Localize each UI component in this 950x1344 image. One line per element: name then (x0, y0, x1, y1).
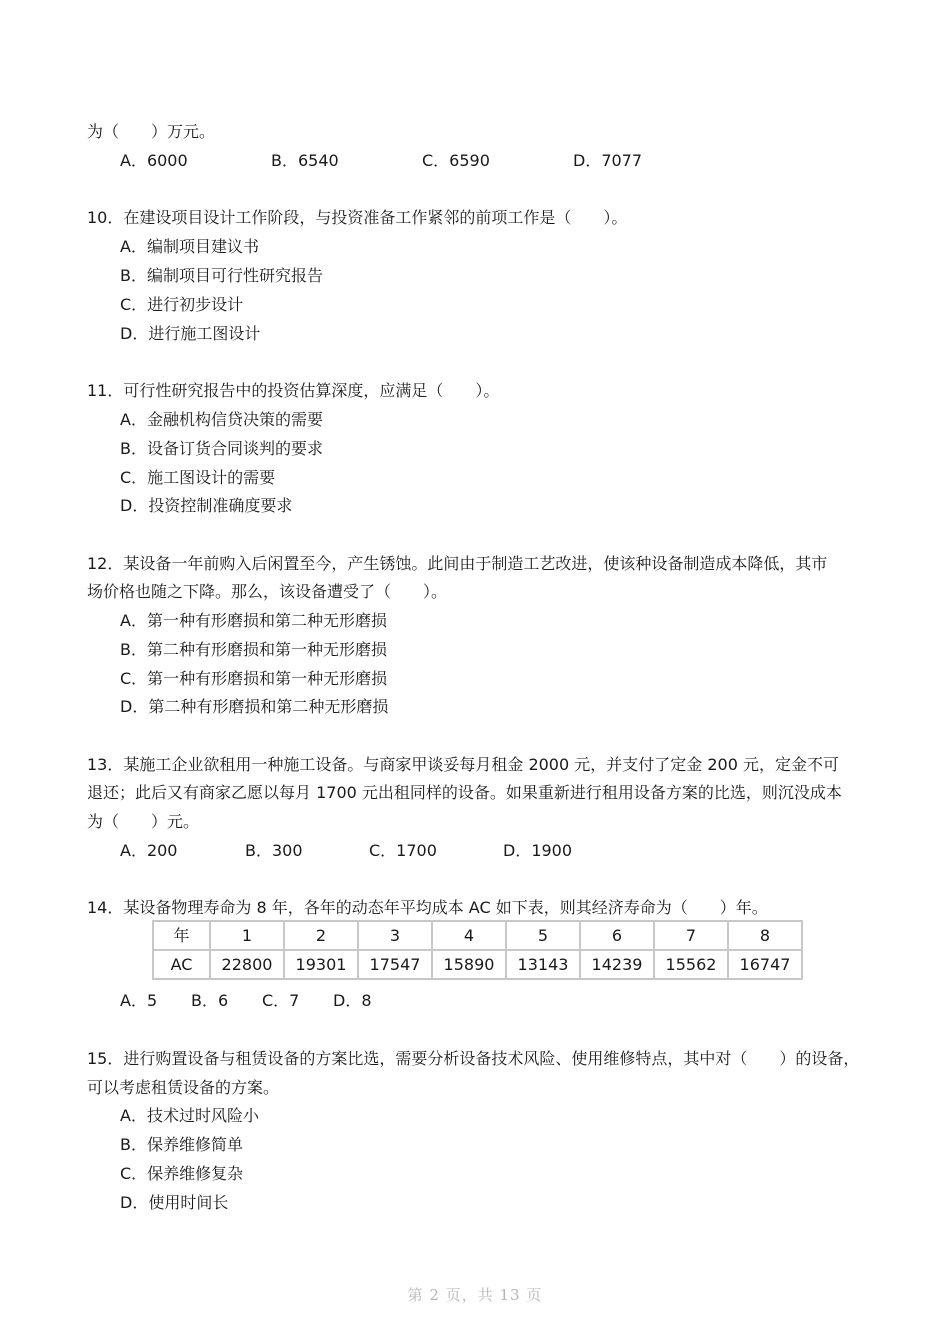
table-cell: AC (153, 950, 210, 979)
table-cell: 16747 (728, 950, 802, 979)
q15-option-c: C．保养维修复杂 (120, 1164, 244, 1183)
q9-option-b: B．6540 (271, 151, 339, 170)
q15-option-b: B．保养维修简单 (120, 1135, 243, 1154)
q13-stem-line-2: 退还；此后又有商家乙愿以每月 1700 元出租同样的设备。如果重新进行租用设备方案的比选，则沉没成本 (87, 783, 842, 802)
q13-stem-line-1: 13．某施工企业欲租用一种施工设备。与商家甲谈妥每月租金 2000 元，并支付了定金 200 元，定金不可 (87, 755, 839, 774)
table-cell: 7 (654, 921, 728, 950)
q10-option-c: C．进行初步设计 (120, 295, 244, 314)
q10-option-a: A．编制项目建议书 (120, 237, 259, 256)
q12-stem-line-1: 12．某设备一年前购入后闲置至今，产生锈蚀。此间由于制造工艺改进，使该种设备制造成本降低，其市 (87, 554, 828, 573)
table-cell: 14239 (580, 950, 654, 979)
q15-option-a: A．技术过时风险小 (120, 1106, 259, 1125)
q11-option-a: A．金融机构信贷决策的需要 (120, 410, 323, 429)
q12-option-a: A．第一种有形磨损和第二种无形磨损 (120, 611, 387, 630)
q11-stem: 11．可行性研究报告中的投资估算深度，应满足（ ）。 (87, 381, 500, 400)
ac-table-header-row (153, 921, 802, 950)
q9-option-a: A．6000 (120, 151, 188, 170)
q14-option-c: C．7 (262, 991, 300, 1010)
q13-option-d: D．1900 (503, 841, 573, 860)
table-cell: 1 (210, 921, 284, 950)
q15-option-d: D．使用时间长 (120, 1193, 229, 1212)
q12-option-b: B．第二种有形磨损和第一种无形磨损 (120, 640, 387, 659)
q11-option-d: D．投资控制准确度要求 (120, 496, 293, 515)
table-cell: 4 (432, 921, 506, 950)
q14-option-d: D．8 (333, 991, 372, 1010)
table-cell: 15890 (432, 950, 506, 979)
table-cell: 17547 (358, 950, 432, 979)
q9-option-c: C．6590 (422, 151, 490, 170)
q15-stem-line-1: 15．进行购置设备与租赁设备的方案比选，需要分析设备技术风险、使用维修特点，其中对（ ）的设备， (87, 1049, 860, 1068)
q13-option-b: B．300 (245, 841, 303, 860)
q14-option-a: A．5 (120, 991, 158, 1010)
table-cell: 13143 (506, 950, 580, 979)
q11-option-c: C．施工图设计的需要 (120, 468, 276, 487)
q10-stem: 10．在建设项目设计工作阶段，与投资准备工作紧邻的前项工作是（ ）。 (87, 208, 628, 227)
q13-option-c: C．1700 (369, 841, 437, 860)
ac-table-value-row (153, 950, 802, 979)
table-cell: 19301 (284, 950, 358, 979)
table-cell: 15562 (654, 950, 728, 979)
q10-option-d: D．进行施工图设计 (120, 324, 261, 343)
q12-option-c: C．第一种有形磨损和第一种无形磨损 (120, 669, 388, 688)
table-cell: 2 (284, 921, 358, 950)
q14-option-b: B．6 (191, 991, 229, 1010)
q12-option-d: D．第二种有形磨损和第二种无形磨损 (120, 697, 389, 716)
q9-option-d: D．7077 (573, 151, 643, 170)
page-number-footer: 第 2 页，共 13 页 (407, 1286, 543, 1304)
q9-stem-continuation: 为（ ）万元。 (87, 122, 216, 141)
table-cell: 5 (506, 921, 580, 950)
q11-option-b: B．设备订货合同谈判的要求 (120, 439, 323, 458)
q13-stem-line-3: 为（ ）元。 (87, 812, 200, 831)
q12-stem-line-2: 场价格也随之下降。那么，该设备遭受了（ ）。 (87, 582, 448, 601)
table-cell: 3 (358, 921, 432, 950)
q13-option-a: A．200 (120, 841, 178, 860)
table-cell: 6 (580, 921, 654, 950)
q10-option-b: B．编制项目可行性研究报告 (120, 266, 323, 285)
table-cell: 8 (728, 921, 802, 950)
table-cell: 22800 (210, 950, 284, 979)
ac-table (152, 920, 803, 980)
q15-stem-line-2: 可以考虑租赁设备的方案。 (87, 1078, 280, 1097)
q14-stem: 14．某设备物理寿命为 8 年，各年的动态年平均成本 AC 如下表，则其经济寿命为（ ）年。 (87, 898, 768, 917)
table-cell: 年 (153, 921, 210, 950)
